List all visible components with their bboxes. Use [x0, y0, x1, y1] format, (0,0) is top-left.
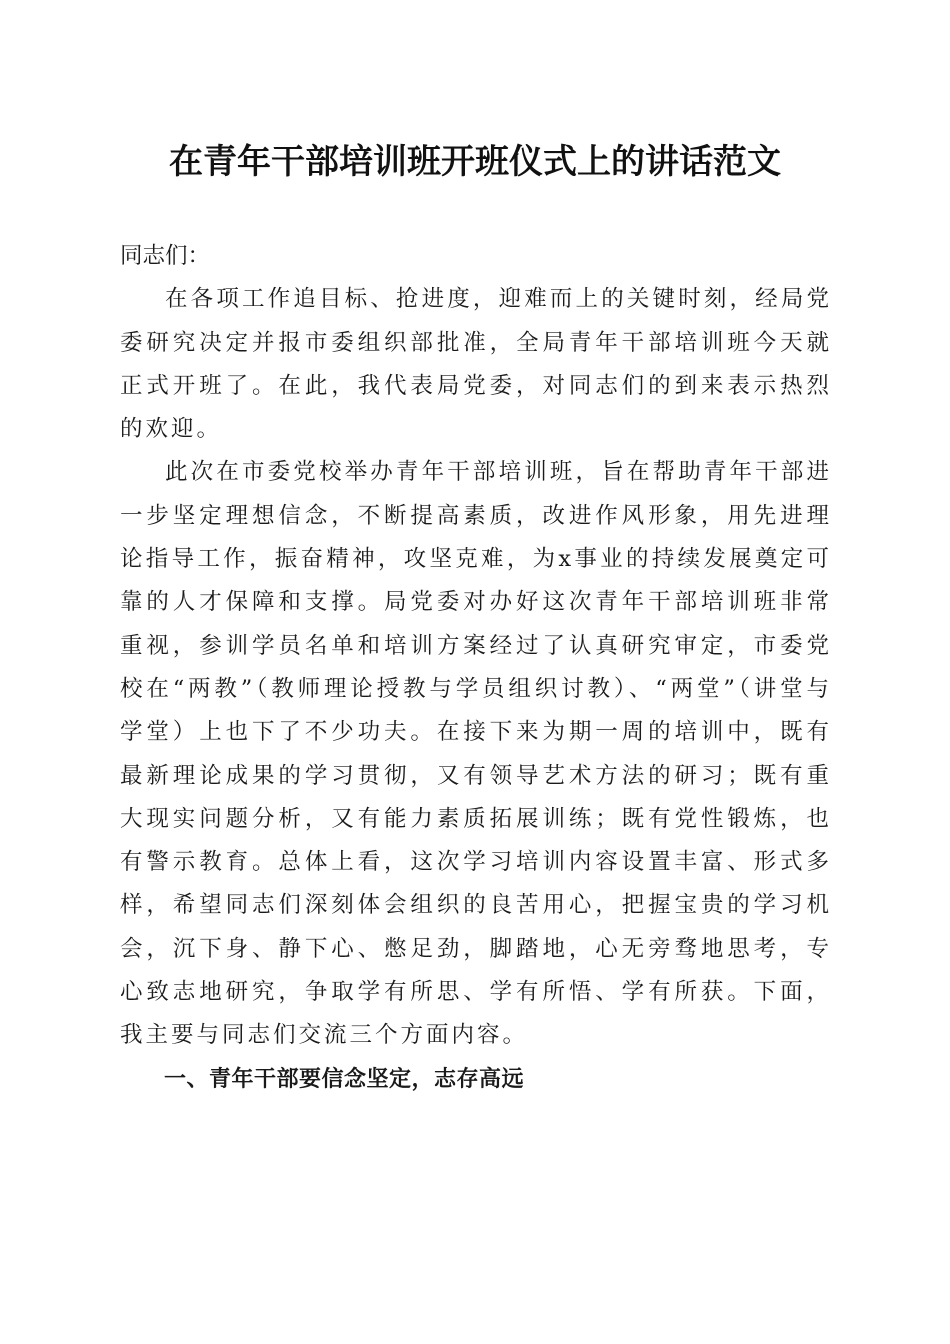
salutation: 同志们： — [120, 243, 211, 269]
paragraph-opening: 在各项工作追目标、抢进度，迎难而上的关键时刻，经局党委研究决定并报市委组织部批准，全局青年干部培训班今天就正式开班了。在此，我代表局党委，对同志们的到来表示热烈的欢迎。 — [120, 286, 832, 443]
section-heading: 一、青年干部要信念坚定，志存高远 — [164, 1066, 525, 1092]
paragraph-purpose: 此次在市委党校举办青年干部培训班，旨在帮助青年干部进一步坚定理想信念，不断提高素质，改进作风形象，用先进理论指导工作，振奋精神，攻坚克难，为x事业的持续发展奠定可靠的人才保障和支撑。局党委对办好这次青年干部培训班非常重视，参训学员名单和培训方案经过了认真研究审定，市委党校在“两教”（教师理论授教与学员组织讨教）、“两堂”（讲堂与学堂）上也下了不少功夫。在接下来为期一周的培训中，既有最新理论成果的学习贯彻，又有领导艺术方法的研习；既有重大现实问题分析，又有能力素质拓展训练；既有党性锻炼，也有警示教育。总体上看，这次学习培训内容设置丰富、形式多样，希望同志们深刻体会组织的良苦用心，把握宝贵的学习机会，沉下身、静下心、憋足劲，脚踏地，心无旁骛地思考，专心致志地研究，争取学有所思、学有所悟、学有所获。下面，我主要与同志们交流三个方面内容。 — [120, 459, 832, 1049]
document-title: 在青年干部培训班开班仪式上的讲话范文 — [169, 142, 781, 182]
document-body — [120, 235, 832, 1101]
